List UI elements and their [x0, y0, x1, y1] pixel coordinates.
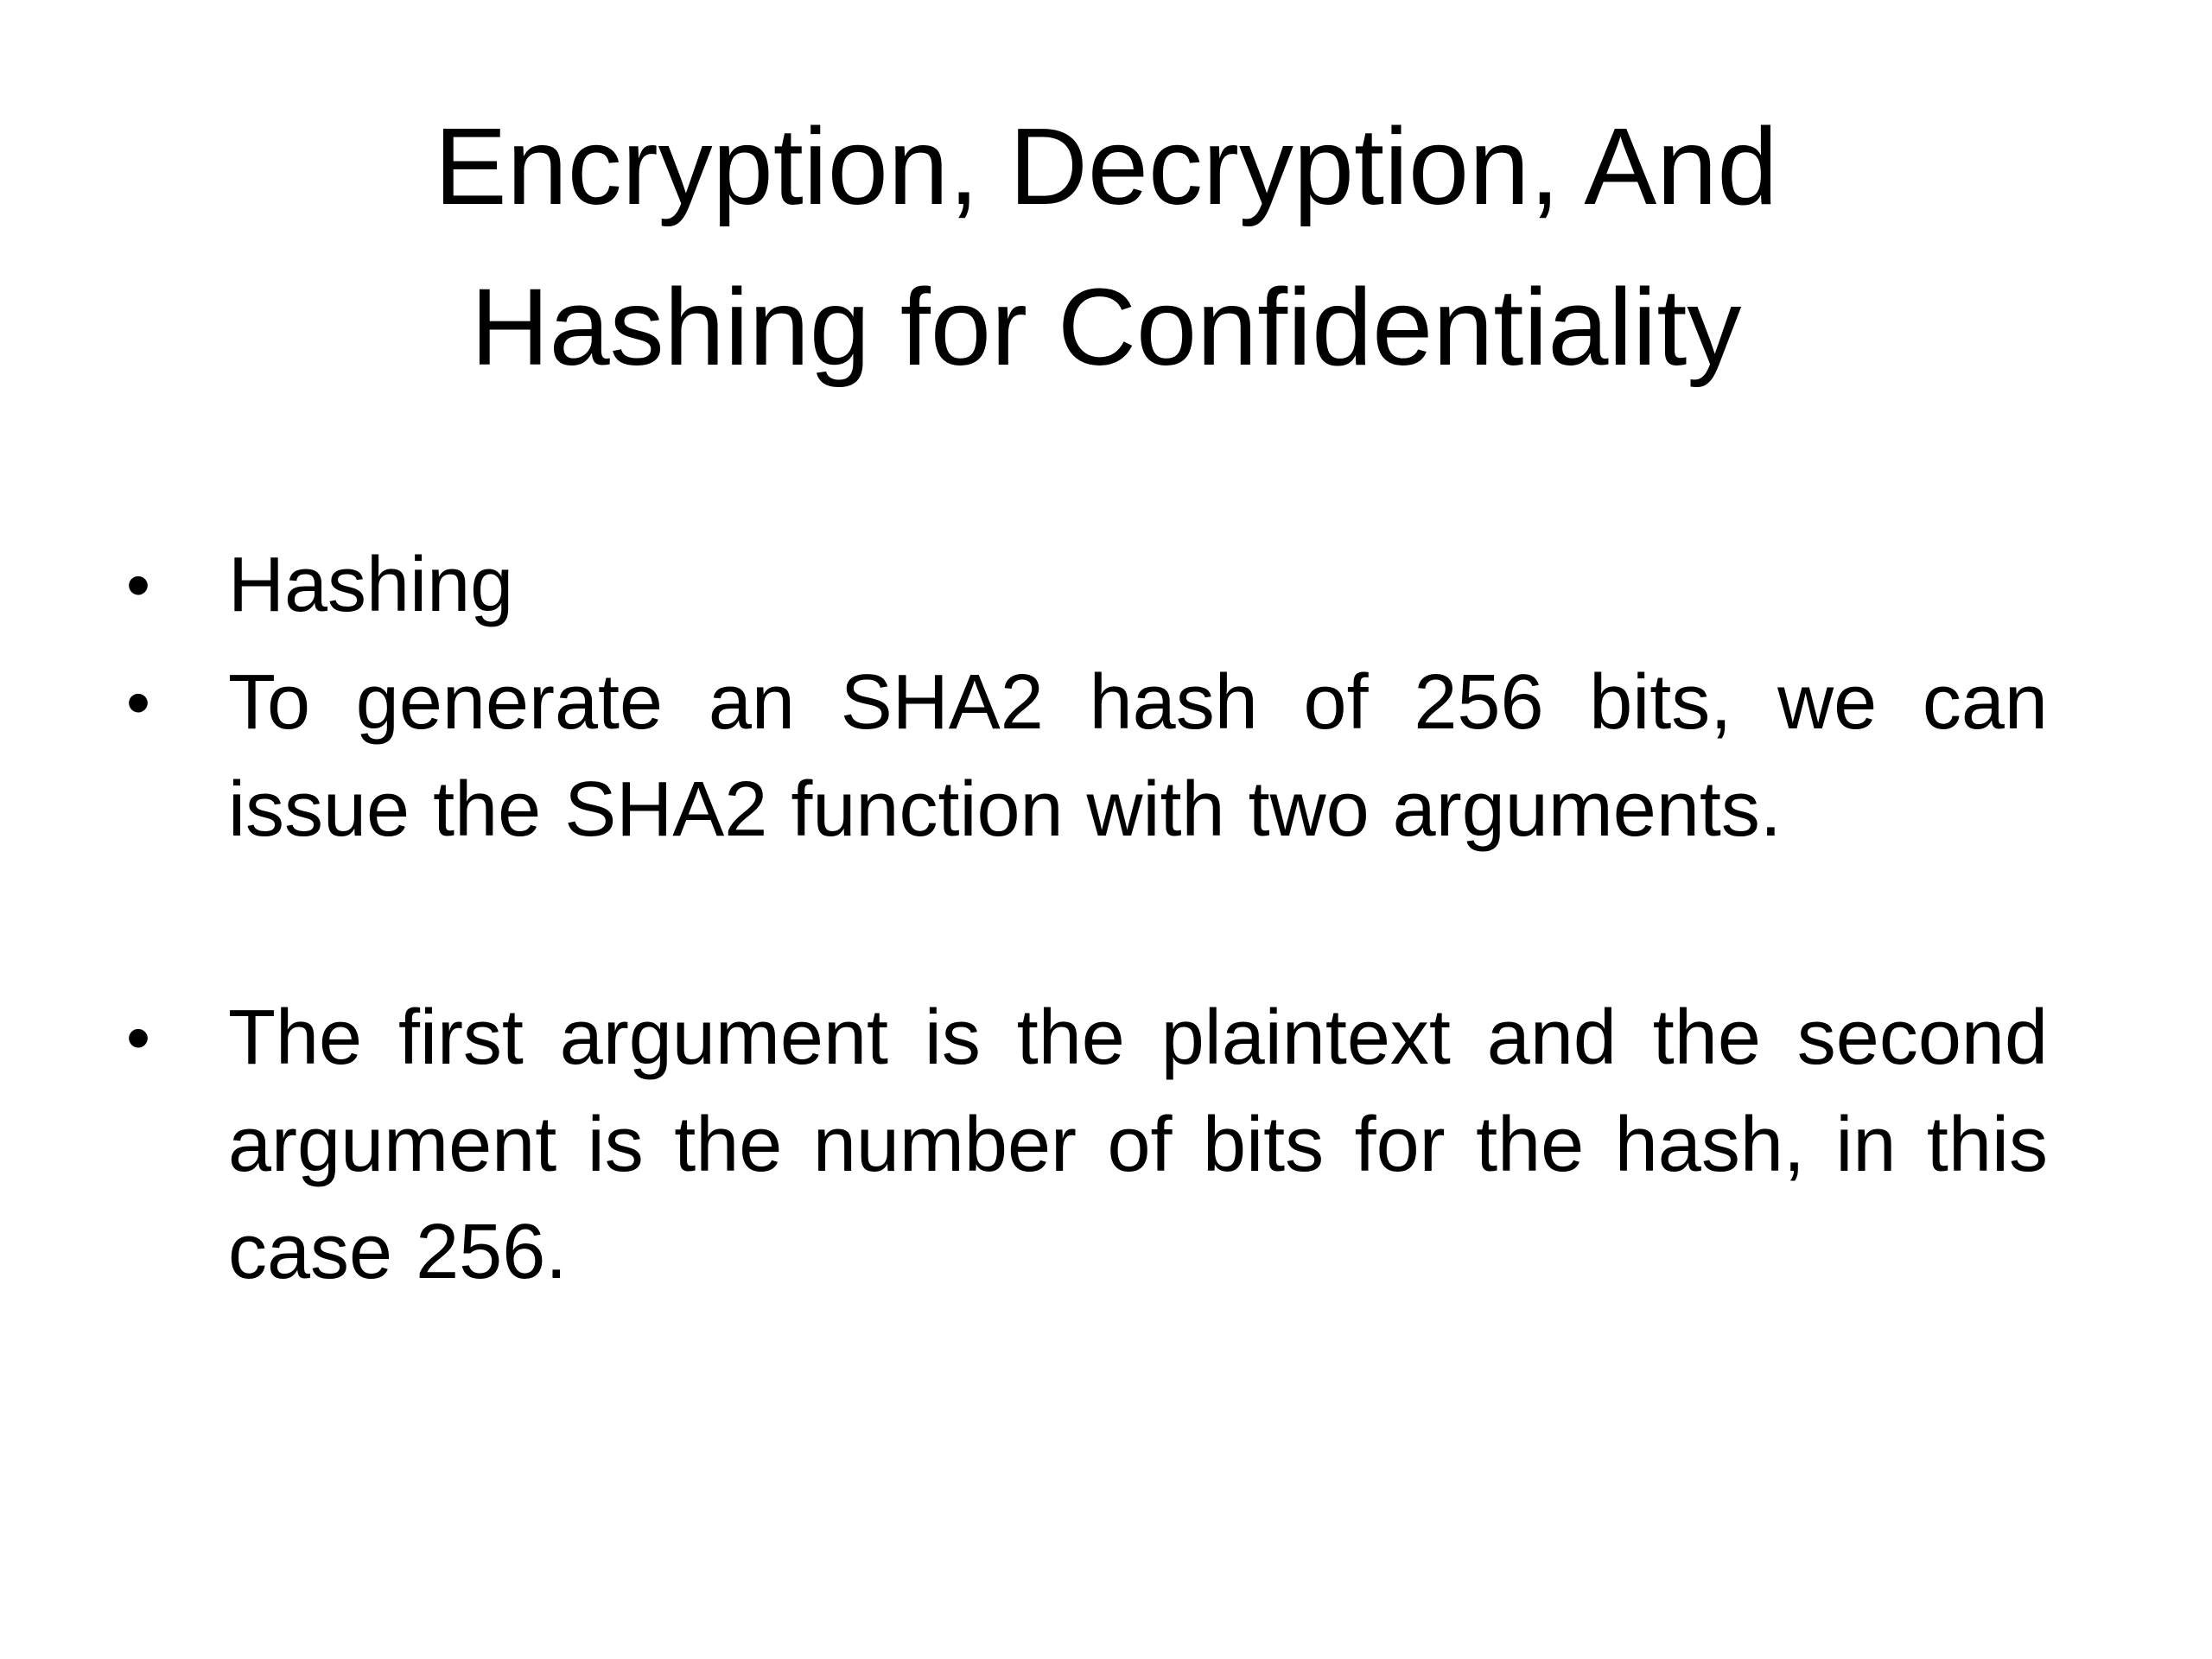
bullet-text: To generate an SHA2 hash of 256 bits, we can issue the SHA2 function with two arguments.: [228, 659, 2048, 853]
bullet-text: Hashing: [228, 542, 514, 628]
bullet-item-sha2-generate: [112, 649, 2048, 863]
bullet-icon: •: [125, 664, 150, 741]
bullet-icon: •: [125, 999, 150, 1076]
bullet-item-hashing: [112, 531, 2048, 639]
slide-title-line-2: Hashing for Confidentiality: [470, 266, 1742, 388]
bullet-item-arguments: [112, 984, 2048, 1306]
bullet-icon: •: [125, 546, 150, 623]
slide-title-line-1: Encryption, Decryption, And: [434, 105, 1778, 227]
slide-title: [225, 86, 1987, 408]
bullet-list: [112, 531, 2048, 1306]
bullet-text: The first argument is the plaintext and the second argument is the number of bits for the hash, in this case 256.: [228, 995, 2048, 1295]
